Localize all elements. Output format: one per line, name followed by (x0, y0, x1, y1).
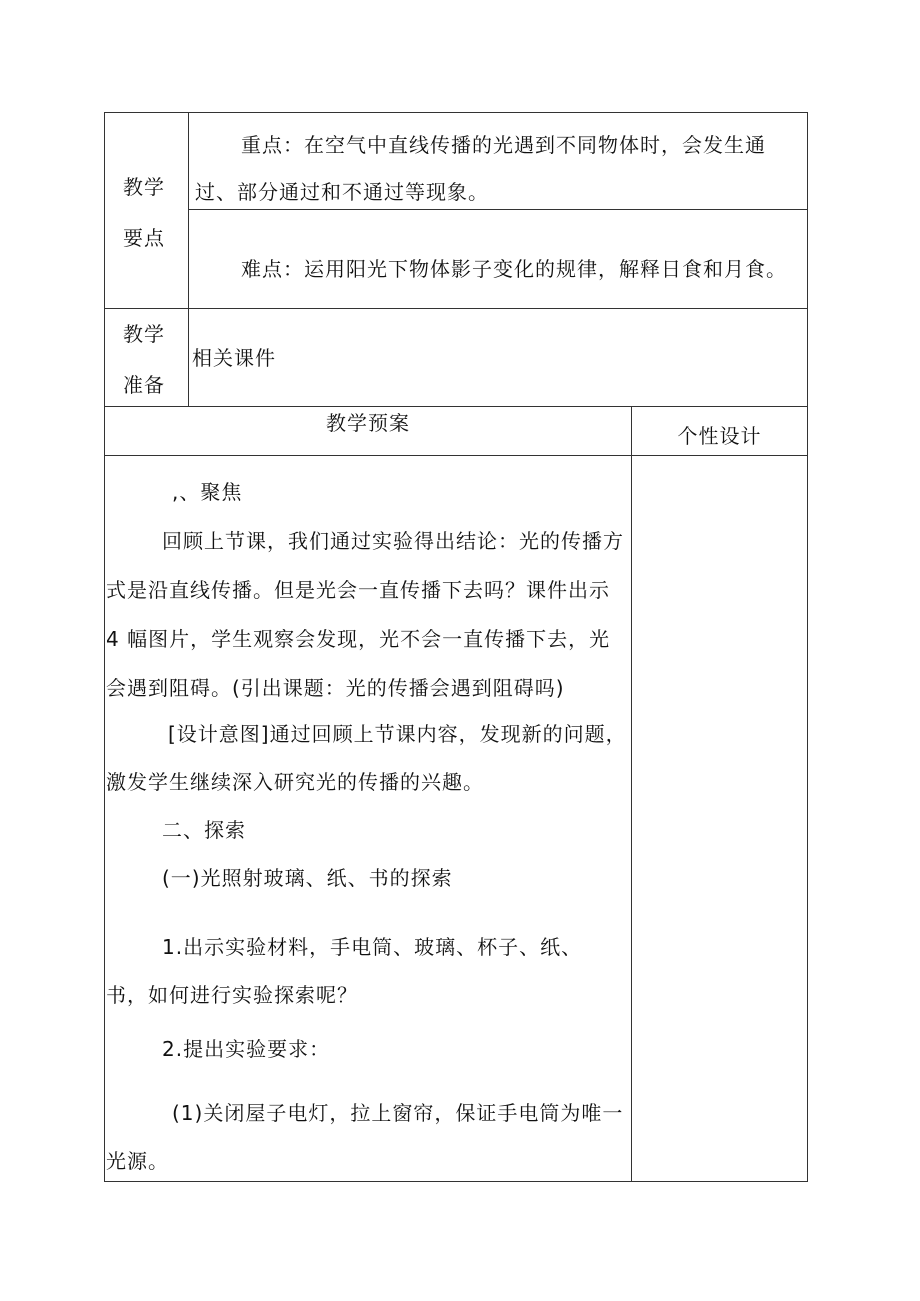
table-border-left (104, 112, 105, 1182)
table-border-top (104, 112, 808, 113)
key-point-line1: 重点：在空气中直线传播的光遇到不同物体时，会发生通 (241, 133, 766, 157)
row-divider-key-points (188, 209, 808, 210)
plan-header-title: 教学预案 (326, 411, 410, 435)
design-column-divider (631, 406, 632, 1182)
objectives-label-line1: 教学 (123, 175, 165, 199)
design-intent-line2: 激发学生继续深入研究光的传播的兴趣。 (106, 770, 484, 794)
paragraph1-line4: 会遇到阻碍。(引出课题：光的传播会遇到阻碍吗) (106, 676, 565, 700)
key-point-line2: 过、部分通过和不通过等现象。 (195, 180, 489, 204)
item2: 2.提出实验要求： (162, 1037, 331, 1061)
preparation-label-line2: 准备 (123, 373, 165, 397)
subsection1-heading: (一)光照射玻璃、纸、书的探索 (162, 866, 453, 890)
section2-heading: 二、探索 (162, 818, 246, 842)
preparation-label-line1: 教学 (123, 322, 165, 346)
paragraph1-line1: 回顾上节课，我们通过实验得出结论：光的传播方 (162, 529, 624, 553)
row-divider-objectives (104, 308, 808, 309)
row-divider-preparation (104, 406, 808, 407)
label-column-divider (188, 112, 189, 407)
table-border-bottom (104, 1181, 808, 1182)
preparation-content: 相关课件 (192, 346, 276, 370)
row-divider-plan-header (104, 455, 808, 456)
item1-line1: 1.出示实验材料，手电筒、玻璃、杯子、纸、 (162, 935, 583, 959)
table-border-right (807, 112, 808, 1182)
design-intent-line1: [设计意图]通过回顾上节课内容，发现新的问题， (168, 722, 627, 746)
item1-line2: 书，如何进行实验探索呢？ (106, 983, 358, 1007)
item2a-line1: (1)关闭屋子电灯，拉上窗帘，保证手电筒为唯一 (172, 1101, 624, 1125)
paragraph1-line2: 式是沿直线传播。但是光会一直传播下去吗？课件出示 (106, 578, 610, 602)
objectives-label-line2: 要点 (123, 226, 165, 250)
paragraph1-line3: 4 幅图片，学生观察会发现，光不会一直传播下去，光 (106, 627, 611, 651)
difficult-point: 难点：运用阳光下物体影子变化的规律，解释日食和月食。 (241, 257, 787, 281)
design-header-title: 个性设计 (677, 424, 762, 448)
section1-heading: ,、聚焦 (172, 480, 243, 504)
item2a-line2: 光源。 (106, 1149, 169, 1173)
